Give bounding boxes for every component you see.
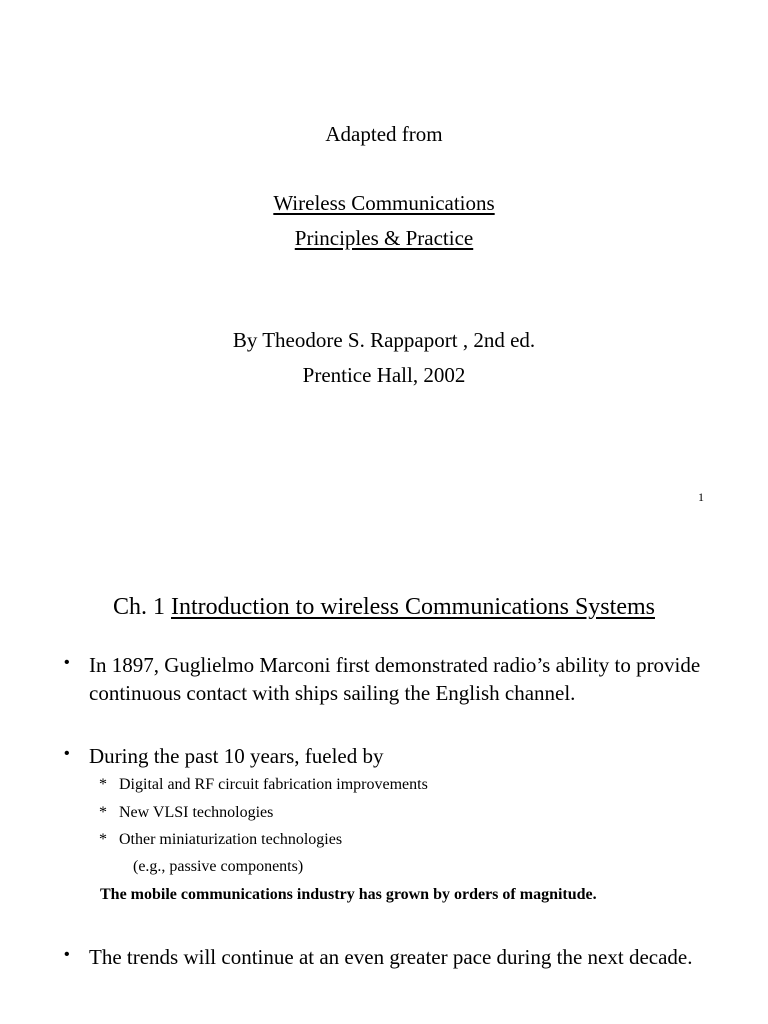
star-marker: * bbox=[99, 804, 107, 821]
bullet-text: During the past 10 years, fueled by bbox=[89, 744, 384, 768]
sub-item-text: Other miniaturization technologies bbox=[119, 831, 343, 848]
sub-item bbox=[99, 775, 428, 795]
bullet-trends bbox=[64, 943, 724, 971]
book-title-line-2 bbox=[0, 225, 768, 251]
sub-item-text: Digital and RF circuit fabrication improvements bbox=[119, 776, 428, 793]
author-line: By Theodore S. Rappaport , 2nd ed. bbox=[232, 328, 536, 352]
sub-item-note: (e.g., passive components) bbox=[133, 858, 304, 875]
bullet-dot: • bbox=[64, 946, 70, 963]
publisher-line: Prentice Hall, 2002 bbox=[302, 363, 466, 387]
sub-item bbox=[99, 803, 273, 823]
chapter-slide bbox=[0, 512, 768, 1024]
chapter-heading-prefix: Ch. 1 bbox=[113, 594, 172, 620]
bullet-past-10-years bbox=[64, 742, 724, 770]
sub-item-text: New VLSI technologies bbox=[119, 804, 274, 821]
chapter-heading bbox=[0, 592, 768, 622]
book-title-1: Wireless Communications bbox=[273, 191, 495, 215]
chapter-heading-title: Introduction to wireless Communications Systems bbox=[171, 594, 655, 620]
book-title-line-1 bbox=[0, 190, 768, 216]
bullet-text: In 1897, Guglielmo Marconi first demonstrated radio’s ability to provide continuous contact with ships sailing the English channel. bbox=[89, 653, 701, 705]
star-marker: * bbox=[99, 831, 107, 848]
sub-item bbox=[99, 830, 342, 850]
adapted-from-text: Adapted from bbox=[325, 122, 443, 146]
bullet-marconi bbox=[64, 651, 724, 707]
star-marker: * bbox=[99, 776, 107, 793]
bullet-dot: • bbox=[64, 745, 70, 762]
book-title-2: Principles & Practice bbox=[294, 226, 474, 250]
bullet-dot: • bbox=[64, 654, 70, 671]
conclusion-text: The mobile communications industry has grown by orders of magnitude. bbox=[100, 886, 597, 903]
page-number: 1 bbox=[698, 490, 704, 504]
bullet-text: The trends will continue at an even greater pace during the next decade. bbox=[89, 945, 693, 969]
